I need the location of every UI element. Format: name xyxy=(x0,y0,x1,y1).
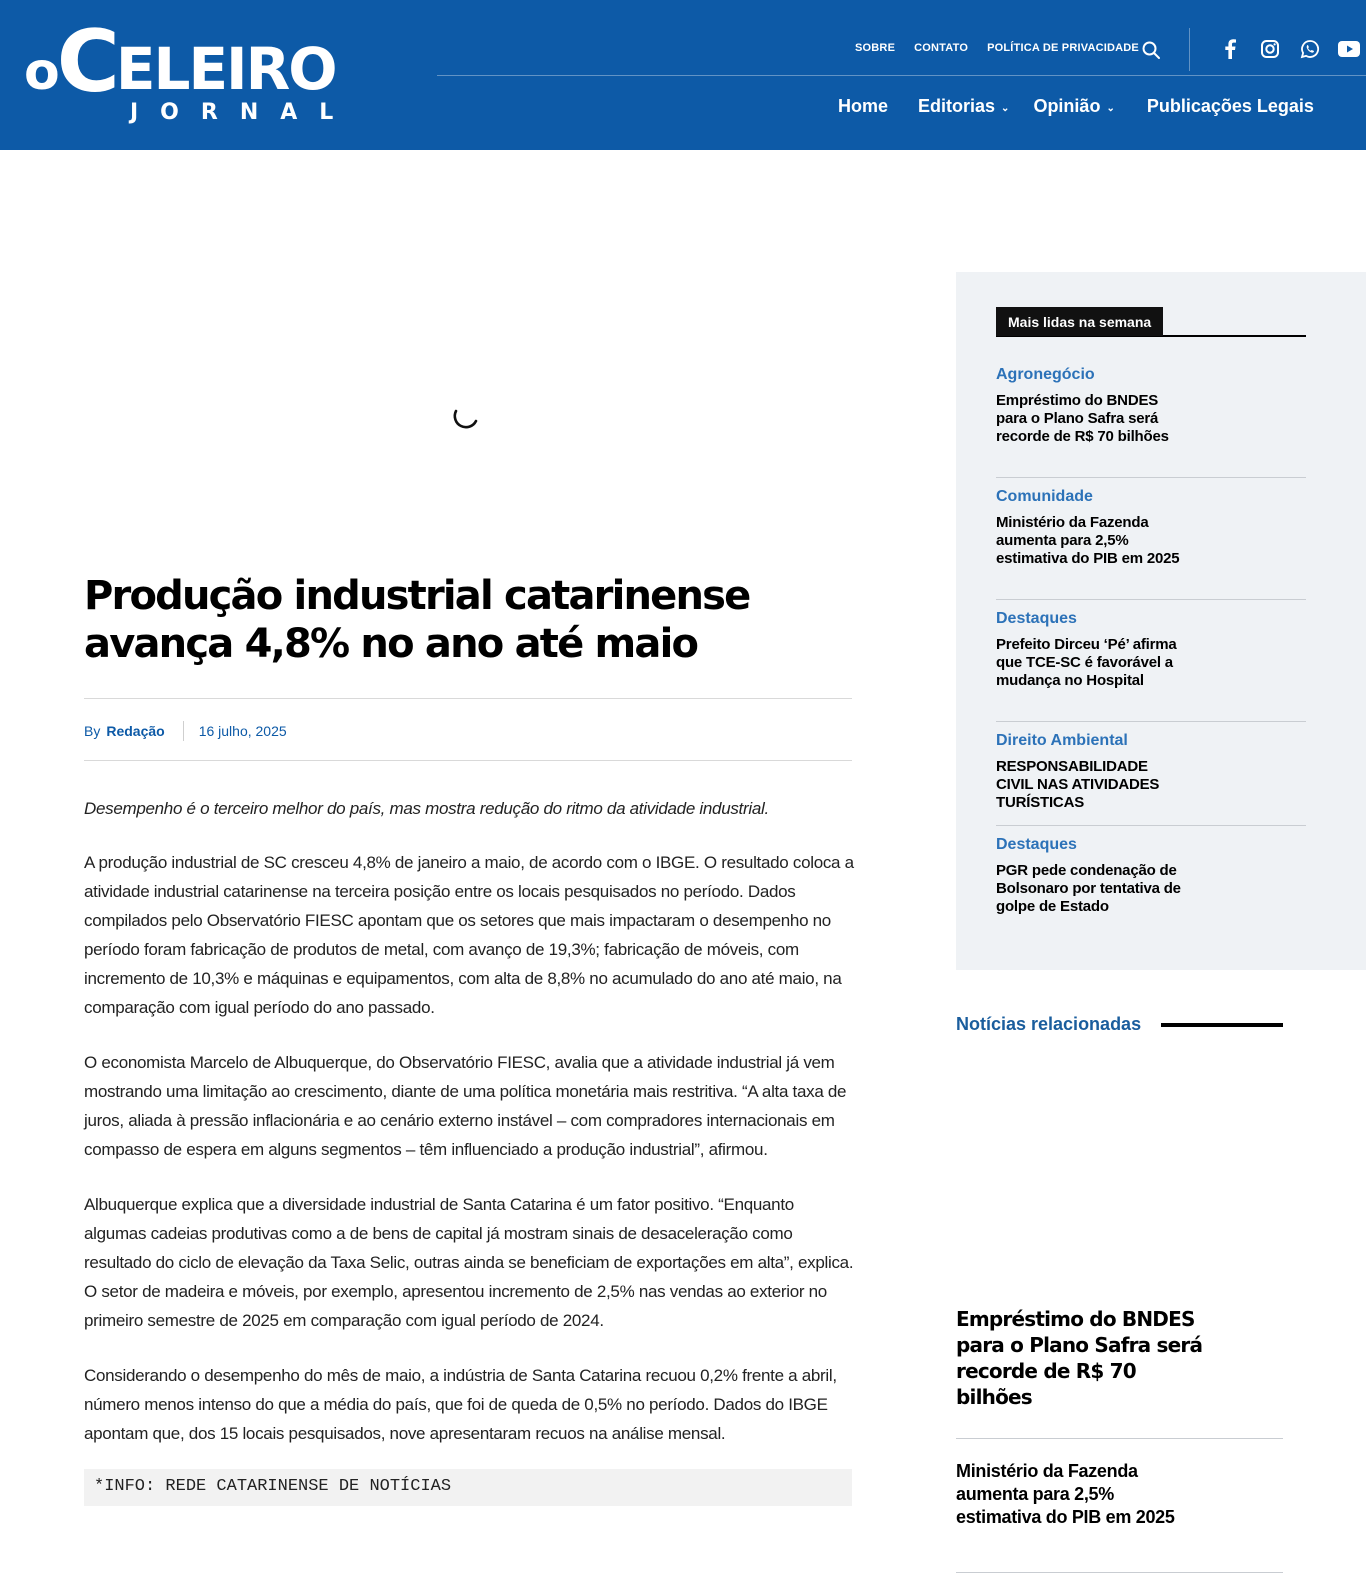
most-read-title[interactable]: Prefeito Dirceu ‘Pé’ afirma que TCE-SC é favorável a mudança no Hospital xyxy=(996,636,1177,689)
article-paragraph: Considerando o desempenho do mês de maio, a indústria de Santa Catarina recuou 0,2% frente a abril, número menos intenso do que a média do país, que foi de queda de 0,5% no período. Dados do IBGE apontam que, dos 15 locais pesquisados, nove apresentaram recuos na análise mensal. xyxy=(84,1366,837,1443)
related-news-item-title[interactable]: Ministério da Fazenda aumenta para 2,5% estimativa do PIB em 2025 xyxy=(956,1461,1175,1527)
article-meta xyxy=(84,721,287,741)
nav-opiniao[interactable] xyxy=(1033,96,1114,117)
most-read-title[interactable]: PGR pede condenação de Bolsonaro por tentativa de golpe de Estado xyxy=(996,862,1181,915)
by-label: By xyxy=(84,723,101,739)
related-news-separator xyxy=(956,1438,1283,1439)
most-read-title[interactable]: Empréstimo do BNDES para o Plano Safra será recorde de R$ 70 bilhões xyxy=(996,392,1169,445)
most-read-category[interactable]: Direito Ambiental xyxy=(996,732,1128,749)
article-lead: Desempenho é o terceiro melhor do país, mas mostra redução do ritmo da atividade industrial. xyxy=(84,799,769,818)
most-read-item xyxy=(996,610,1306,690)
header-separator xyxy=(1189,28,1190,71)
article-date: 16 julho, 2025 xyxy=(198,723,287,739)
chevron-down-icon: ⌄ xyxy=(1001,102,1010,114)
most-read-widget xyxy=(956,272,1366,970)
article-body xyxy=(84,794,854,1474)
logo-subtitle: JORNAL xyxy=(130,100,356,125)
nav-editorias[interactable] xyxy=(918,96,1009,117)
most-read-separator xyxy=(996,477,1306,478)
meta-divider-bottom xyxy=(84,760,852,761)
search-icon[interactable] xyxy=(1141,40,1161,60)
most-read-separator xyxy=(996,825,1306,826)
most-read-item xyxy=(996,732,1306,812)
author-link[interactable]: Redação xyxy=(106,723,165,739)
logo-c: C xyxy=(56,12,120,112)
article-paragraph: O economista Marcelo de Albuquerque, do Observatório FIESC, avalia que a atividade industrial já vem mostrando uma limitação ao crescimento, diante de uma política monetária mais restritiva. “A alta taxa de juros, aliada à pressão inflacionária e ao cenário externo instável – com compradores internacionais em compasso de espera em alguns segmentos – têm influenciado a produção industrial”, afirmou. xyxy=(84,1053,847,1159)
whatsapp-icon[interactable] xyxy=(1299,38,1321,60)
related-news-item-title[interactable]: Empréstimo do BNDES para o Plano Safra será recorde de R$ 70 bilhões xyxy=(956,1307,1203,1409)
most-read-separator xyxy=(996,721,1306,722)
related-news-header xyxy=(956,1014,1283,1035)
top-link-privacidade[interactable]: POLÍTICA DE PRIVACIDADE xyxy=(987,42,1139,54)
article-source-info: *INFO: REDE CATARINENSE DE NOTÍCIAS xyxy=(84,1469,852,1506)
article-title: Produção industrial catarinense avança 4,8% no ano até maio xyxy=(84,573,750,667)
nav-opiniao-label: Opinião xyxy=(1033,96,1101,116)
nav-editorias-label: Editorias xyxy=(918,96,996,116)
main-nav xyxy=(838,96,1314,117)
logo-o: o xyxy=(24,42,59,102)
article-paragraph: A produção industrial de SC cresceu 4,8% de janeiro a maio, de acordo com o IBGE. O resultado coloca a atividade industrial catarinense na terceira posição entre os locais pesquisados no período. Dados compilados pelo Observatório FIESC apontam que os setores que mais impactaram o desempenho no período foram fabricação de produtos de metal, com avanço de 19,3%; fabricação de móveis, com incremento de 10,3% e máquinas e equipamentos, com alta de 8,8% no acumulado do ano até maio, na comparação com igual período do ano passado. xyxy=(84,853,854,1017)
nav-publicacoes-legais[interactable]: Publicações Legais xyxy=(1146,96,1314,116)
header-divider xyxy=(437,75,1366,76)
chevron-down-icon: ⌄ xyxy=(1106,102,1115,114)
top-link-contato[interactable]: CONTATO xyxy=(914,42,969,54)
youtube-icon[interactable] xyxy=(1338,38,1360,60)
loading-spinner-icon xyxy=(450,405,480,435)
most-read-category[interactable]: Agronegócio xyxy=(996,366,1095,383)
instagram-icon[interactable] xyxy=(1259,38,1281,60)
logo-text: ELEIRO xyxy=(115,35,336,103)
related-news-title: Notícias relacionadas xyxy=(956,1014,1142,1034)
top-link-sobre[interactable]: SOBRE xyxy=(855,42,896,54)
related-news-separator xyxy=(956,1572,1283,1573)
most-read-item xyxy=(996,836,1306,916)
most-read-category[interactable]: Destaques xyxy=(996,836,1077,853)
widget-title: Mais lidas na semana xyxy=(996,307,1163,336)
facebook-icon[interactable] xyxy=(1219,38,1241,60)
site-logo[interactable] xyxy=(24,12,356,130)
meta-divider-top xyxy=(84,698,852,699)
most-read-category[interactable]: Comunidade xyxy=(996,488,1093,505)
most-read-title[interactable]: RESPONSABILIDADE CIVIL NAS ATIVIDADES TURÍSTICAS xyxy=(996,758,1160,811)
most-read-separator xyxy=(996,599,1306,600)
top-links xyxy=(855,42,1139,54)
meta-separator xyxy=(183,721,184,741)
most-read-category[interactable]: Destaques xyxy=(996,610,1077,627)
most-read-item xyxy=(996,366,1306,446)
related-news-rule xyxy=(1161,1023,1283,1027)
site-header xyxy=(0,0,1366,150)
article-paragraph: Albuquerque explica que a diversidade industrial de Santa Catarina é um fator positivo. “Enquanto algumas cadeias produtivas como a de bens de capital já mostram sinais de desaceleração como resultado do ciclo de elevação da Taxa Selic, outras ainda se beneficiam de exportações em alta”, explica. O setor de madeira e móveis, por exemplo, apresentou incremento de 2,5% nas vendas ao exterior no primeiro semestre de 2025 em comparação com igual período de 2024. xyxy=(84,1195,854,1330)
widget-header xyxy=(996,307,1306,337)
nav-home[interactable]: Home xyxy=(838,96,889,116)
most-read-item xyxy=(996,488,1306,568)
most-read-title[interactable]: Ministério da Fazenda aumenta para 2,5% estimativa do PIB em 2025 xyxy=(996,514,1180,567)
